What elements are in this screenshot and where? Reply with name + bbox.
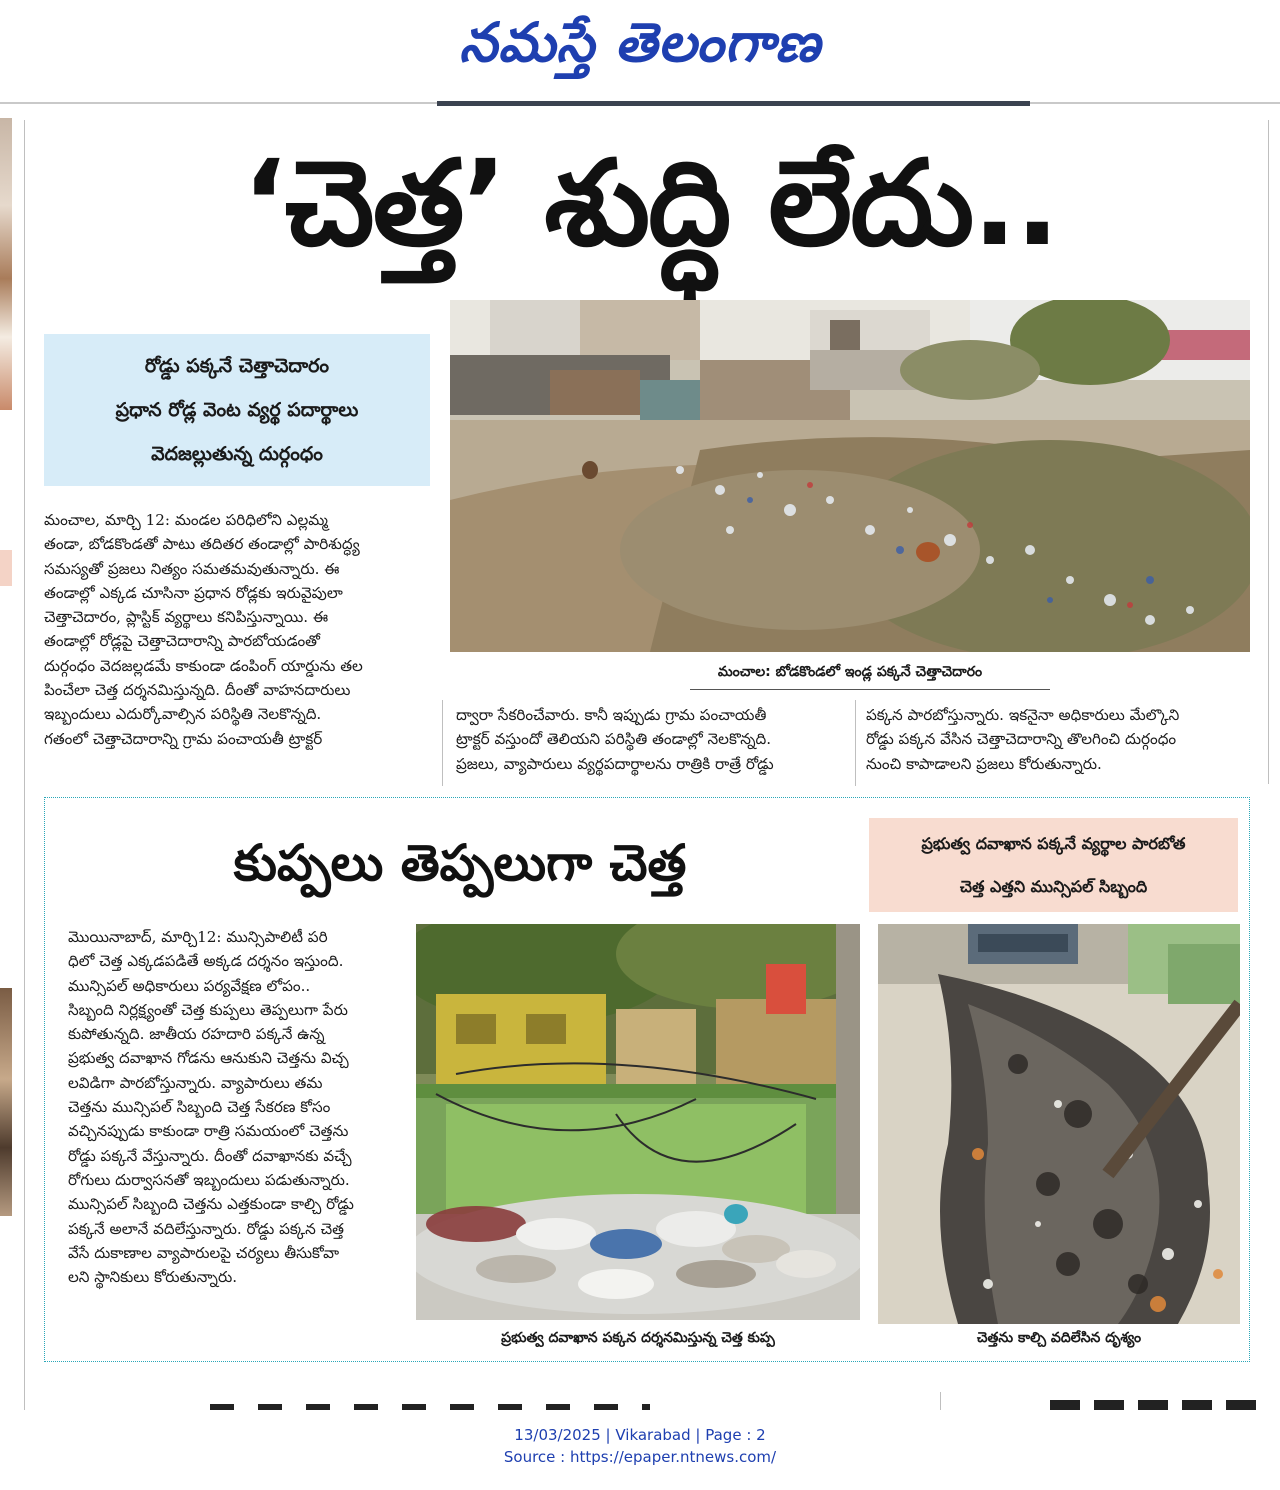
left-neighbour-column [0,118,14,1410]
story1-highlight-box [44,334,430,486]
story1-body-line: సమస్యతో ప్రజలు నిత్యం సమతమవుతున్నారు. ఈ [44,559,340,578]
story2-body-line: రోగులు దుర్వాసనతో ఇబ్బందులు పడుతున్నారు. [68,1170,350,1189]
edition-info: 13/03/2025 | Vikarabad | Page : 2 [514,1426,766,1444]
story1-body-column-3 [866,703,1252,776]
story2-body-line: మున్సిపల్ అధికారులు పర్యవేక్షణ లోపం.. [68,976,311,995]
story1-body-column-2 [456,703,842,776]
hospital-wall-garbage-image [416,924,860,1320]
story2-body-line: పక్కనే అలానే వదిలేస్తున్నారు. రోడ్డు పక్కన చెత్త [68,1219,344,1238]
story1-body-line: దుర్గంధం వెదజల్లడమే కాకుండా డంపింగ్ యార్డును తల [44,656,363,675]
story2-body-line: వచ్చినప్పుడు కాకుండా రాత్రి సమయంలో చెత్తను [68,1122,349,1141]
bottom-column-divider [940,1392,941,1410]
story1-column-divider [855,700,856,786]
story2-body-line: కుపోతున్నది. జాతీయ రహదారి పక్కనే ఉన్న [68,1025,325,1044]
story2-headline: కుప్పలు తెప్పలుగా చెత్త [233,834,687,892]
story2-photo-hospital-garbage [416,924,860,1320]
story2-photo-burnt-garbage [878,924,1240,1324]
story1-body-line: తండాల్లో ఎక్కడ చూసినా ప్రధాన రోడ్లకు ఇరువైపులా [44,583,343,602]
story1-highlight-line: ప్రధాన రోడ్ల వెంట వ్యర్థ పదార్థాలు [115,399,359,421]
story1-body-line: రోడ్డు పక్కన వేసిన చెత్తాచెదారాన్ని తొలగించి దుర్గంధం [866,730,1177,749]
story1-body-line: నుంచి కాపాడాలని ప్రజలు కోరుతున్నారు. [866,754,1102,773]
next-story-headline-fragment [210,1404,650,1410]
story2-body-line: లని స్థానికులు కోరుతున్నారు. [68,1268,238,1287]
right-column-divider [1268,120,1269,784]
story1-body-line: తండా, బోడకొండతో పాటు తదితర తండాల్లో పారిశుద్ధ్య [44,535,360,554]
story1-body-line: ద్వారా సేకరించేవారు. కానీ ఇప్పుడు గ్రామ పంచాయతీ [456,706,767,724]
source-url: Source : https://epaper.ntnews.com/ [503,1448,777,1466]
burnt-garbage-image [878,924,1240,1324]
story2-body-line: ప్రభుత్వ దవాఖాన గోడను ఆనుకుని చెత్తను విచ్చ [68,1049,349,1068]
story2-body-line: మొయినాబాద్, మార్చి12: మున్సిపాలిటీ పరి [68,928,328,946]
story2-body [68,925,402,1289]
story2-body-line: సిబ్బంది నిర్లక్ష్యంతో చెత్త కుప్పలు తెప్పలుగా పేరు [68,1000,348,1019]
story1-body-column-1 [44,508,430,751]
left-column-divider [24,120,25,1410]
story1-body-line: పించేలా చెత్త దర్శనమిస్తున్నది. దీంతో వాహనదారులు [44,681,351,700]
page-footer [0,1424,1280,1468]
neighbour-pink-fragment [0,550,12,586]
story2-right-photo-caption: చెత్తను కాల్చి వదిలేసిన దృశ్యం [976,1330,1142,1346]
story1-body-line: చెత్తాచెదారం, ప్లాస్టిక్ వ్యర్థాలు కనిపిస్తున్నాయి. ఈ [44,608,329,627]
story1-body-line: మంచాల, మార్చి 12: మండల పరిధిలోని ఎల్లమ్మ [44,511,328,529]
story1-highlight-line: రోడ్డు పక్కనే చెత్తాచెదారం [144,355,330,377]
story2-highlight-box [869,818,1238,912]
story1-body-line: ప్రజలు, వ్యాపారులు వ్యర్థపదార్థాలను రాత్రికి రాత్రే రోడ్డు [456,754,774,773]
masthead-underline [437,101,1030,106]
story2-body-line: చెత్తను మున్సిపల్ సిబ్బంది చెత్త సేకరణ కోసం [68,1098,331,1117]
story2-body-line: లవిడిగా పారబోస్తున్నారు. వ్యాపారులు తమ [68,1073,323,1092]
story1-highlight-line: వెదజల్లుతున్న దుర్గంధం [151,443,323,465]
neighbour-photo-fragment [0,988,12,1216]
story2-highlight-line: ప్రభుత్వ దవాఖాన పక్కనే వ్యర్థాల పారబోత [921,834,1186,853]
story1-body-line: ట్రాక్టర్ వస్తుందో తెలియని పరిస్థితి తండాల్లో నెలకొన్నది. [456,730,772,749]
story2-body-line: వేసే దుకాణాల వ్యాపారులపై చర్యలు తీసుకోవా [68,1243,340,1262]
story1-photo-caption: మంచాల: బోడకొండలో ఇండ్ల పక్కనే చెత్తాచెదారం [717,664,983,680]
roadside-garbage-image [450,300,1250,652]
story2-body-line: ధిలో చెత్త ఎక్కడపడితే అక్కడ దర్శనం ఇస్తుంది. [68,952,344,971]
story2-highlight-line: చెత్త ఎత్తని మున్సిపల్ సిబ్బంది [959,877,1148,896]
story1-body-line: గతంలో చెత్తాచెదారాన్ని గ్రామ పంచాయతీ ట్రాక్టర్ [44,729,323,748]
story1-photo-garbage-roadside [450,300,1250,652]
story1-body-line: పక్కన పారబోస్తున్నారు. ఇకనైనా అధికారులు మేల్కొని [866,706,1180,724]
right-neighbour-column [1270,118,1280,1410]
story1-body-line: తండాల్లో రోడ్లపై చెత్తాచెదారాన్ని పారబోయడంతో [44,632,321,651]
story1-column-divider [442,700,443,786]
masthead [0,0,1280,108]
story1-headline: ‘చెత్త’ శుద్ధి లేదు.. [242,134,1058,272]
next-story-headline-fragment [1050,1400,1270,1410]
story2-left-photo-caption: ప్రభుత్వ దవాఖాన పక్కన దర్శనమిస్తున్న చెత్త కుప్ప [501,1330,775,1346]
story2-body-line: రోడ్డు పక్కనే వేస్తున్నారు. దీంతో దవాఖానకు వచ్చే [68,1146,352,1165]
caption-underline [690,689,1050,690]
story2-body-line: మున్సిపల్ సిబ్బంది చెత్తను ఎత్తకుండా కాల్చి రోడ్డు [68,1195,354,1214]
neighbour-photo-fragment [0,118,12,410]
story1-body-line: ఇబ్బందులు ఎదుర్కోవాల్సిన పరిస్థితి నెలకొన్నది. [44,705,322,724]
newspaper-title: నమస్తే తెలంగాణ [459,11,821,74]
